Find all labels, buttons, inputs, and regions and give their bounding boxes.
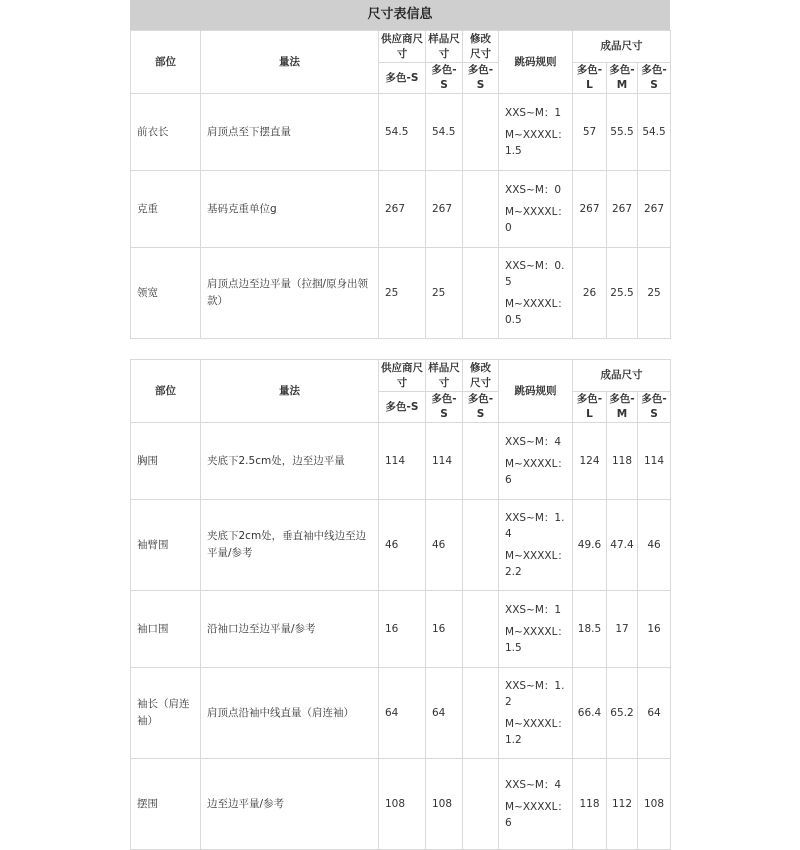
cell-method: 肩顶点至下摆直量 [201,94,379,171]
header-supplier-size: 多色-S [379,63,426,94]
cell-rule [499,94,573,171]
cell-supplier-size: 25 [379,248,426,339]
rule-small-range: XXS~M：1 [505,604,562,616]
header-revised-size: 多色-S [463,63,499,94]
cell-sample-size: 16 [426,591,463,668]
rule-large-range: M~XXXXL：1.2 [505,718,568,746]
cell-revised-size [463,668,499,759]
cell-part: 前衣长 [131,94,201,171]
cell-rule [499,171,573,248]
header-part: 部位 [131,360,201,423]
header-finished-m: 多色-M [607,392,638,423]
table-row [131,500,671,591]
cell-part: 袖口围 [131,591,201,668]
cell-revised-size [463,500,499,591]
cell-finished-s: 46 [638,500,671,591]
cell-method: 夹底下2cm处，垂直袖中线边至边平量/参考 [201,500,379,591]
cell-finished-l: 124 [573,423,607,500]
cell-finished-l: 66.4 [573,668,607,759]
cell-supplier-size: 46 [379,500,426,591]
rule-small-range: XXS~M：1 [505,107,562,119]
cell-method: 沿袖口边至边平量/参考 [201,591,379,668]
header-finished-m: 多色-M [607,63,638,94]
header-sample-size: 多色-S [426,63,463,94]
cell-finished-m: 118 [607,423,638,500]
cell-sample-size: 108 [426,759,463,850]
table-row [131,171,671,248]
cell-method: 夹底下2.5cm处，边至边平量 [201,423,379,500]
cell-sample-size: 46 [426,500,463,591]
header-sample-size: 多色-S [426,392,463,423]
cell-finished-s: 16 [638,591,671,668]
cell-revised-size [463,94,499,171]
cell-part: 袖长（肩连袖） [131,668,201,759]
cell-revised-size [463,171,499,248]
rule-small-range: XXS~M：0 [505,184,562,196]
page-title: 尺寸表信息 [130,0,670,30]
cell-revised-size [463,759,499,850]
table-row [131,423,671,500]
cell-finished-s: 114 [638,423,671,500]
rule-small-range: XXS~M：0.5 [505,260,565,288]
cell-finished-l: 18.5 [573,591,607,668]
header-revised: 修改尺寸 [463,31,499,63]
rule-small-range: XXS~M：1.4 [505,512,565,540]
cell-rule [499,500,573,591]
header-sample: 样品尺寸 [426,31,463,63]
cell-finished-s: 64 [638,668,671,759]
cell-finished-m: 65.2 [607,668,638,759]
rule-large-range: M~XXXXL：6 [505,458,568,486]
table-row [131,668,671,759]
header-rule: 跳码规则 [499,31,573,94]
size-table [130,359,671,850]
cell-revised-size [463,423,499,500]
header-finished: 成品尺寸 [573,31,671,63]
cell-supplier-size: 16 [379,591,426,668]
cell-sample-size: 114 [426,423,463,500]
cell-finished-m: 112 [607,759,638,850]
cell-rule [499,591,573,668]
cell-finished-l: 267 [573,171,607,248]
header-method: 量法 [201,360,379,423]
cell-finished-s: 54.5 [638,94,671,171]
header-revised-size: 多色-S [463,392,499,423]
cell-method: 肩顶点沿袖中线直量（肩连袖） [201,668,379,759]
rule-large-range: M~XXXXL：6 [505,801,568,829]
cell-part: 胸围 [131,423,201,500]
cell-sample-size: 64 [426,668,463,759]
header-finished-l: 多色-L [573,392,607,423]
cell-finished-s: 267 [638,171,671,248]
header-rule: 跳码规则 [499,360,573,423]
size-table [130,30,671,339]
rule-large-range: M~XXXXL：0 [505,206,568,234]
cell-method: 边至边平量/参考 [201,759,379,850]
header-sample: 样品尺寸 [426,360,463,392]
size-chart [130,0,670,829]
header-revised: 修改尺寸 [463,360,499,392]
rule-large-range: M~XXXXL：1.5 [505,626,568,654]
cell-rule [499,668,573,759]
cell-rule [499,423,573,500]
cell-sample-size: 267 [426,171,463,248]
rule-large-range: M~XXXXL：0.5 [505,298,568,326]
rule-small-range: XXS~M：1.2 [505,680,565,708]
cell-supplier-size: 54.5 [379,94,426,171]
cell-part: 摆围 [131,759,201,850]
header-part: 部位 [131,31,201,94]
cell-method: 肩顶点边至边平量（拉掴/原身出领款） [201,248,379,339]
cell-sample-size: 54.5 [426,94,463,171]
cell-rule [499,759,573,850]
cell-finished-m: 267 [607,171,638,248]
cell-supplier-size: 108 [379,759,426,850]
table-row [131,591,671,668]
cell-revised-size [463,591,499,668]
cell-finished-m: 55.5 [607,94,638,171]
cell-finished-l: 118 [573,759,607,850]
cell-finished-l: 26 [573,248,607,339]
header-finished-s: 多色-S [638,63,671,94]
header-method: 量法 [201,31,379,94]
table-row [131,759,671,850]
rule-small-range: XXS~M：4 [505,436,562,448]
header-supplier: 供应商尺寸 [379,31,426,63]
header-finished: 成品尺寸 [573,360,671,392]
cell-finished-l: 57 [573,94,607,171]
header-supplier: 供应商尺寸 [379,360,426,392]
table-row [131,94,671,171]
cell-sample-size: 25 [426,248,463,339]
rule-large-range: M~XXXXL：2.2 [505,550,568,578]
header-finished-l: 多色-L [573,63,607,94]
rule-small-range: XXS~M：4 [505,779,562,791]
cell-supplier-size: 64 [379,668,426,759]
table-row [131,248,671,339]
cell-part: 克重 [131,171,201,248]
rule-large-range: M~XXXXL：1.5 [505,129,568,157]
header-supplier-size: 多色-S [379,392,426,423]
cell-finished-l: 49.6 [573,500,607,591]
cell-part: 领宽 [131,248,201,339]
header-finished-s: 多色-S [638,392,671,423]
cell-supplier-size: 267 [379,171,426,248]
cell-part: 袖臂围 [131,500,201,591]
cell-finished-s: 25 [638,248,671,339]
cell-finished-m: 17 [607,591,638,668]
cell-finished-m: 25.5 [607,248,638,339]
cell-finished-m: 47.4 [607,500,638,591]
cell-revised-size [463,248,499,339]
cell-method: 基码克重单位g [201,171,379,248]
cell-rule [499,248,573,339]
cell-finished-s: 108 [638,759,671,850]
cell-supplier-size: 114 [379,423,426,500]
